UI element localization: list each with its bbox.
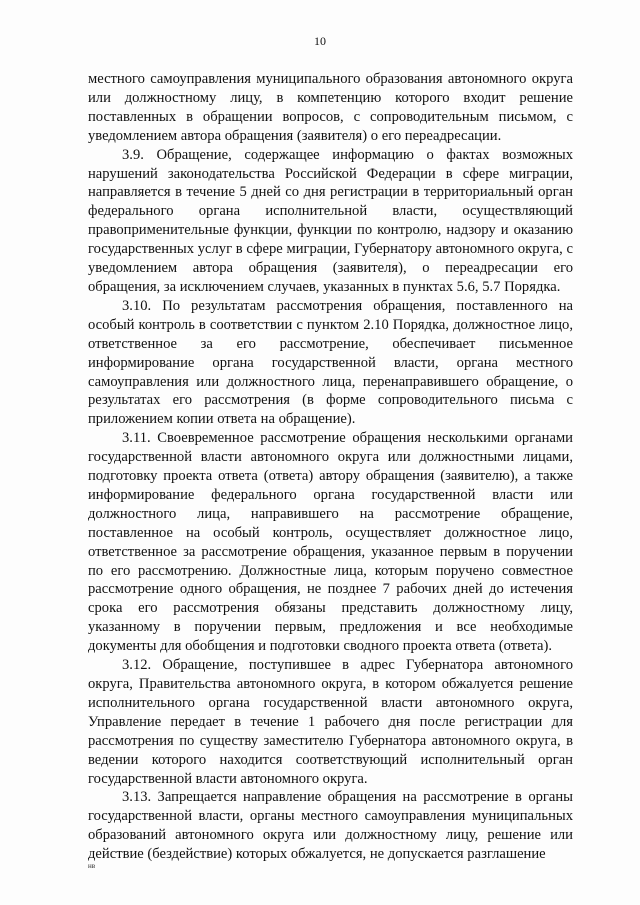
paragraph-3-11: 3.11. Своевременное рассмотрение обращения несколькими органами государственной власти автономного округа или должностными лицами, подготовку проекта ответа (ответа) автору обращения (заявителю), а также информирование федерального органа государственной власти или должностного лица, направившего на рассмотрение обращение, поставленное на особый контроль, осуществляет должностное лицо, ответственное за рассмотрение обращения, указанное первым в поручении по его рассмотрению. Должностные лица, которым поручено совместное рассмотрение одного обращения, не позднее 7 рабочих дней до истечения срока его рассмотрения обязаны представить должностному лицу, указанному в поручении первым, предложения и все необходимые документы для обобщения и подготовки сводного проекта ответа (ответа). <box>88 430 573 655</box>
paragraph-3-9: 3.9. Обращение, содержащее информацию о фактах возможных нарушений законодательства Российской Федерации в сфере миграции, направляется в течение 5 дней со дня регистрации в территориальный орган федерального органа исполнительной власти, осуществляющий правоприменительные функции, функции по контролю, надзору и оказанию государственных услуг в сфере миграции, Губернатору автономного округа, с уведомлением автора обращения (заявителя), о переадресации его обращения, за исключением случаев, указанных в пунктах 5.6, 5.7 Порядка. <box>88 146 573 295</box>
paragraph-3-10: 3.10. По результатам рассмотрения обращения, поставленного на особый контроль в соответствии с пунктом 2.10 Порядка, должностное лицо, ответственное за его рассмотрение, обеспечивает письменное информирование органа государственной власти, органа местного самоуправления или должностного лица, перенаправившего обращение, о результатах его рассмотрения (в форме сопроводительного письма с приложением копии ответа на обращение). <box>88 297 573 428</box>
page-number: 10 <box>314 34 326 48</box>
footer-mark: нв <box>88 862 96 870</box>
paragraph-3-13: 3.13. Запрещается направление обращения на рассмотрение в органы государственной власти, органы местного самоуправления муниципальных образований автономного округа или должностному лицу, решение или действие (бездействие) которых обжалуется, не допускается разглашение <box>88 789 573 863</box>
document-body <box>88 70 573 864</box>
paragraph-continuation: местного самоуправления муниципального образования автономного округа или должностному лицу, в компетенцию которого входит решение поставленных в обращении вопросов, с сопроводительным письмом, с уведомлением автора обращения (заявителя) о его переадресации. <box>88 71 573 144</box>
paragraph-3-12: 3.12. Обращение, поступившее в адрес Губернатора автономного округа, Правительства автономного округа, в котором обжалуется решение исполнительного органа государственной власти автономного округа, Управление передает в течение 1 рабочего дня после регистрации для рассмотрения по существу заместителю Губернатора автономного округа, в ведении которого находится соответствующий исполнительный орган государственной власти автономного округа. <box>88 657 573 787</box>
